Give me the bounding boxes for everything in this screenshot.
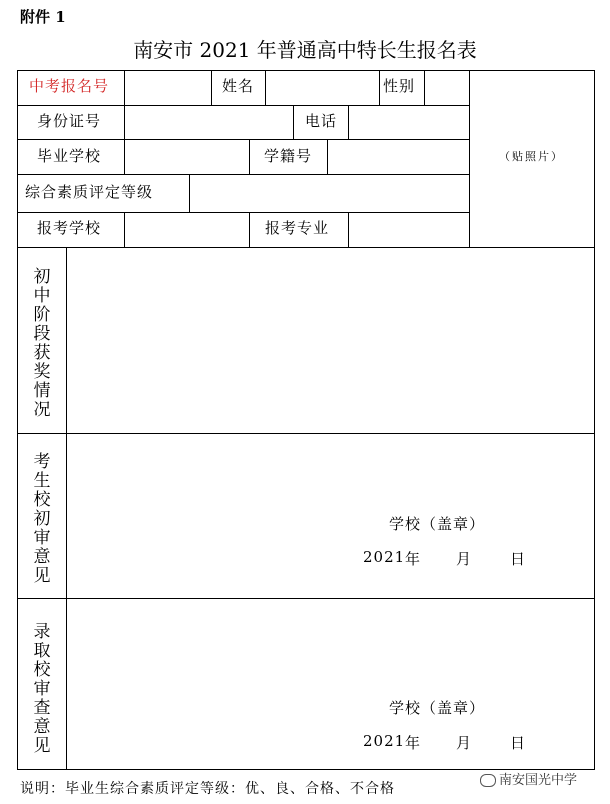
- date-year-unit-1: 年: [405, 550, 422, 568]
- row-line-6: [17, 433, 595, 434]
- r1-v2: [211, 70, 212, 106]
- student-number-label: 学籍号: [264, 147, 313, 165]
- r3-v3: [327, 139, 328, 175]
- school-seal-label-2: 学校（盖章）: [389, 699, 486, 717]
- watermark-text: 南安国光中学: [499, 773, 578, 788]
- gender-label: 性别: [383, 77, 416, 95]
- r3-v2: [249, 139, 250, 175]
- border-left: [17, 70, 18, 770]
- row-line-5: [17, 247, 595, 248]
- r1-v3: [265, 70, 266, 106]
- admit-review-section-label: 录取校审查意见: [33, 622, 51, 756]
- date-month-unit-2: 月: [456, 734, 473, 752]
- graduate-school-label: 毕业学校: [37, 147, 102, 165]
- date-year-unit-2: 年: [405, 734, 422, 752]
- date-year-1: 2021: [363, 548, 406, 566]
- r1-v5: [424, 70, 425, 106]
- date-day-unit-2: 日: [510, 734, 527, 752]
- watermark: [480, 769, 577, 788]
- section-label-divider: [66, 247, 67, 770]
- row-line-4: [17, 212, 469, 213]
- r1-v4: [379, 70, 380, 106]
- school-seal-label-1: 学校（盖章）: [389, 515, 486, 533]
- row-line-7: [17, 598, 595, 599]
- phone-label: 电话: [305, 112, 338, 130]
- row-line-3: [17, 174, 469, 175]
- school-review-section-label: 考生校初审意见: [33, 452, 51, 586]
- r2-v1: [124, 105, 125, 140]
- quality-grade-label: 综合素质评定等级: [25, 183, 154, 201]
- name-label: 姓名: [222, 77, 255, 95]
- r5-v2: [249, 212, 250, 248]
- wechat-icon: [480, 774, 496, 787]
- r2-v2: [293, 105, 294, 140]
- r4-v1: [189, 174, 190, 213]
- photo-placeholder: （贴照片）: [499, 150, 564, 163]
- date-year-2: 2021: [363, 732, 406, 750]
- r3-v1: [124, 139, 125, 175]
- date-month-unit-1: 月: [456, 550, 473, 568]
- row-line-2: [17, 139, 469, 140]
- r2-v3: [348, 105, 349, 140]
- target-school-label: 报考学校: [37, 219, 102, 237]
- target-major-label: 报考专业: [265, 219, 330, 237]
- row-line-1: [17, 105, 469, 106]
- photo-divider: [469, 70, 470, 248]
- r1-v1: [124, 70, 125, 106]
- footer-note: 说明：毕业生综合素质评定等级：优、良、合格、不合格: [20, 781, 395, 797]
- r5-v1: [124, 212, 125, 248]
- r5-v3: [348, 212, 349, 248]
- date-day-unit-1: 日: [510, 550, 527, 568]
- border-top: [17, 70, 595, 71]
- id-number-label: 身份证号: [37, 112, 102, 130]
- border-right: [594, 70, 595, 770]
- form-title: 南安市 2021 年普通高中特长生报名表: [133, 38, 477, 62]
- awards-section-label: 初中阶段获奖情况: [33, 267, 51, 420]
- attachment-label: 附件 1: [20, 8, 66, 26]
- exam-no-label: 中考报名号: [29, 77, 110, 95]
- registration-form: [17, 70, 595, 770]
